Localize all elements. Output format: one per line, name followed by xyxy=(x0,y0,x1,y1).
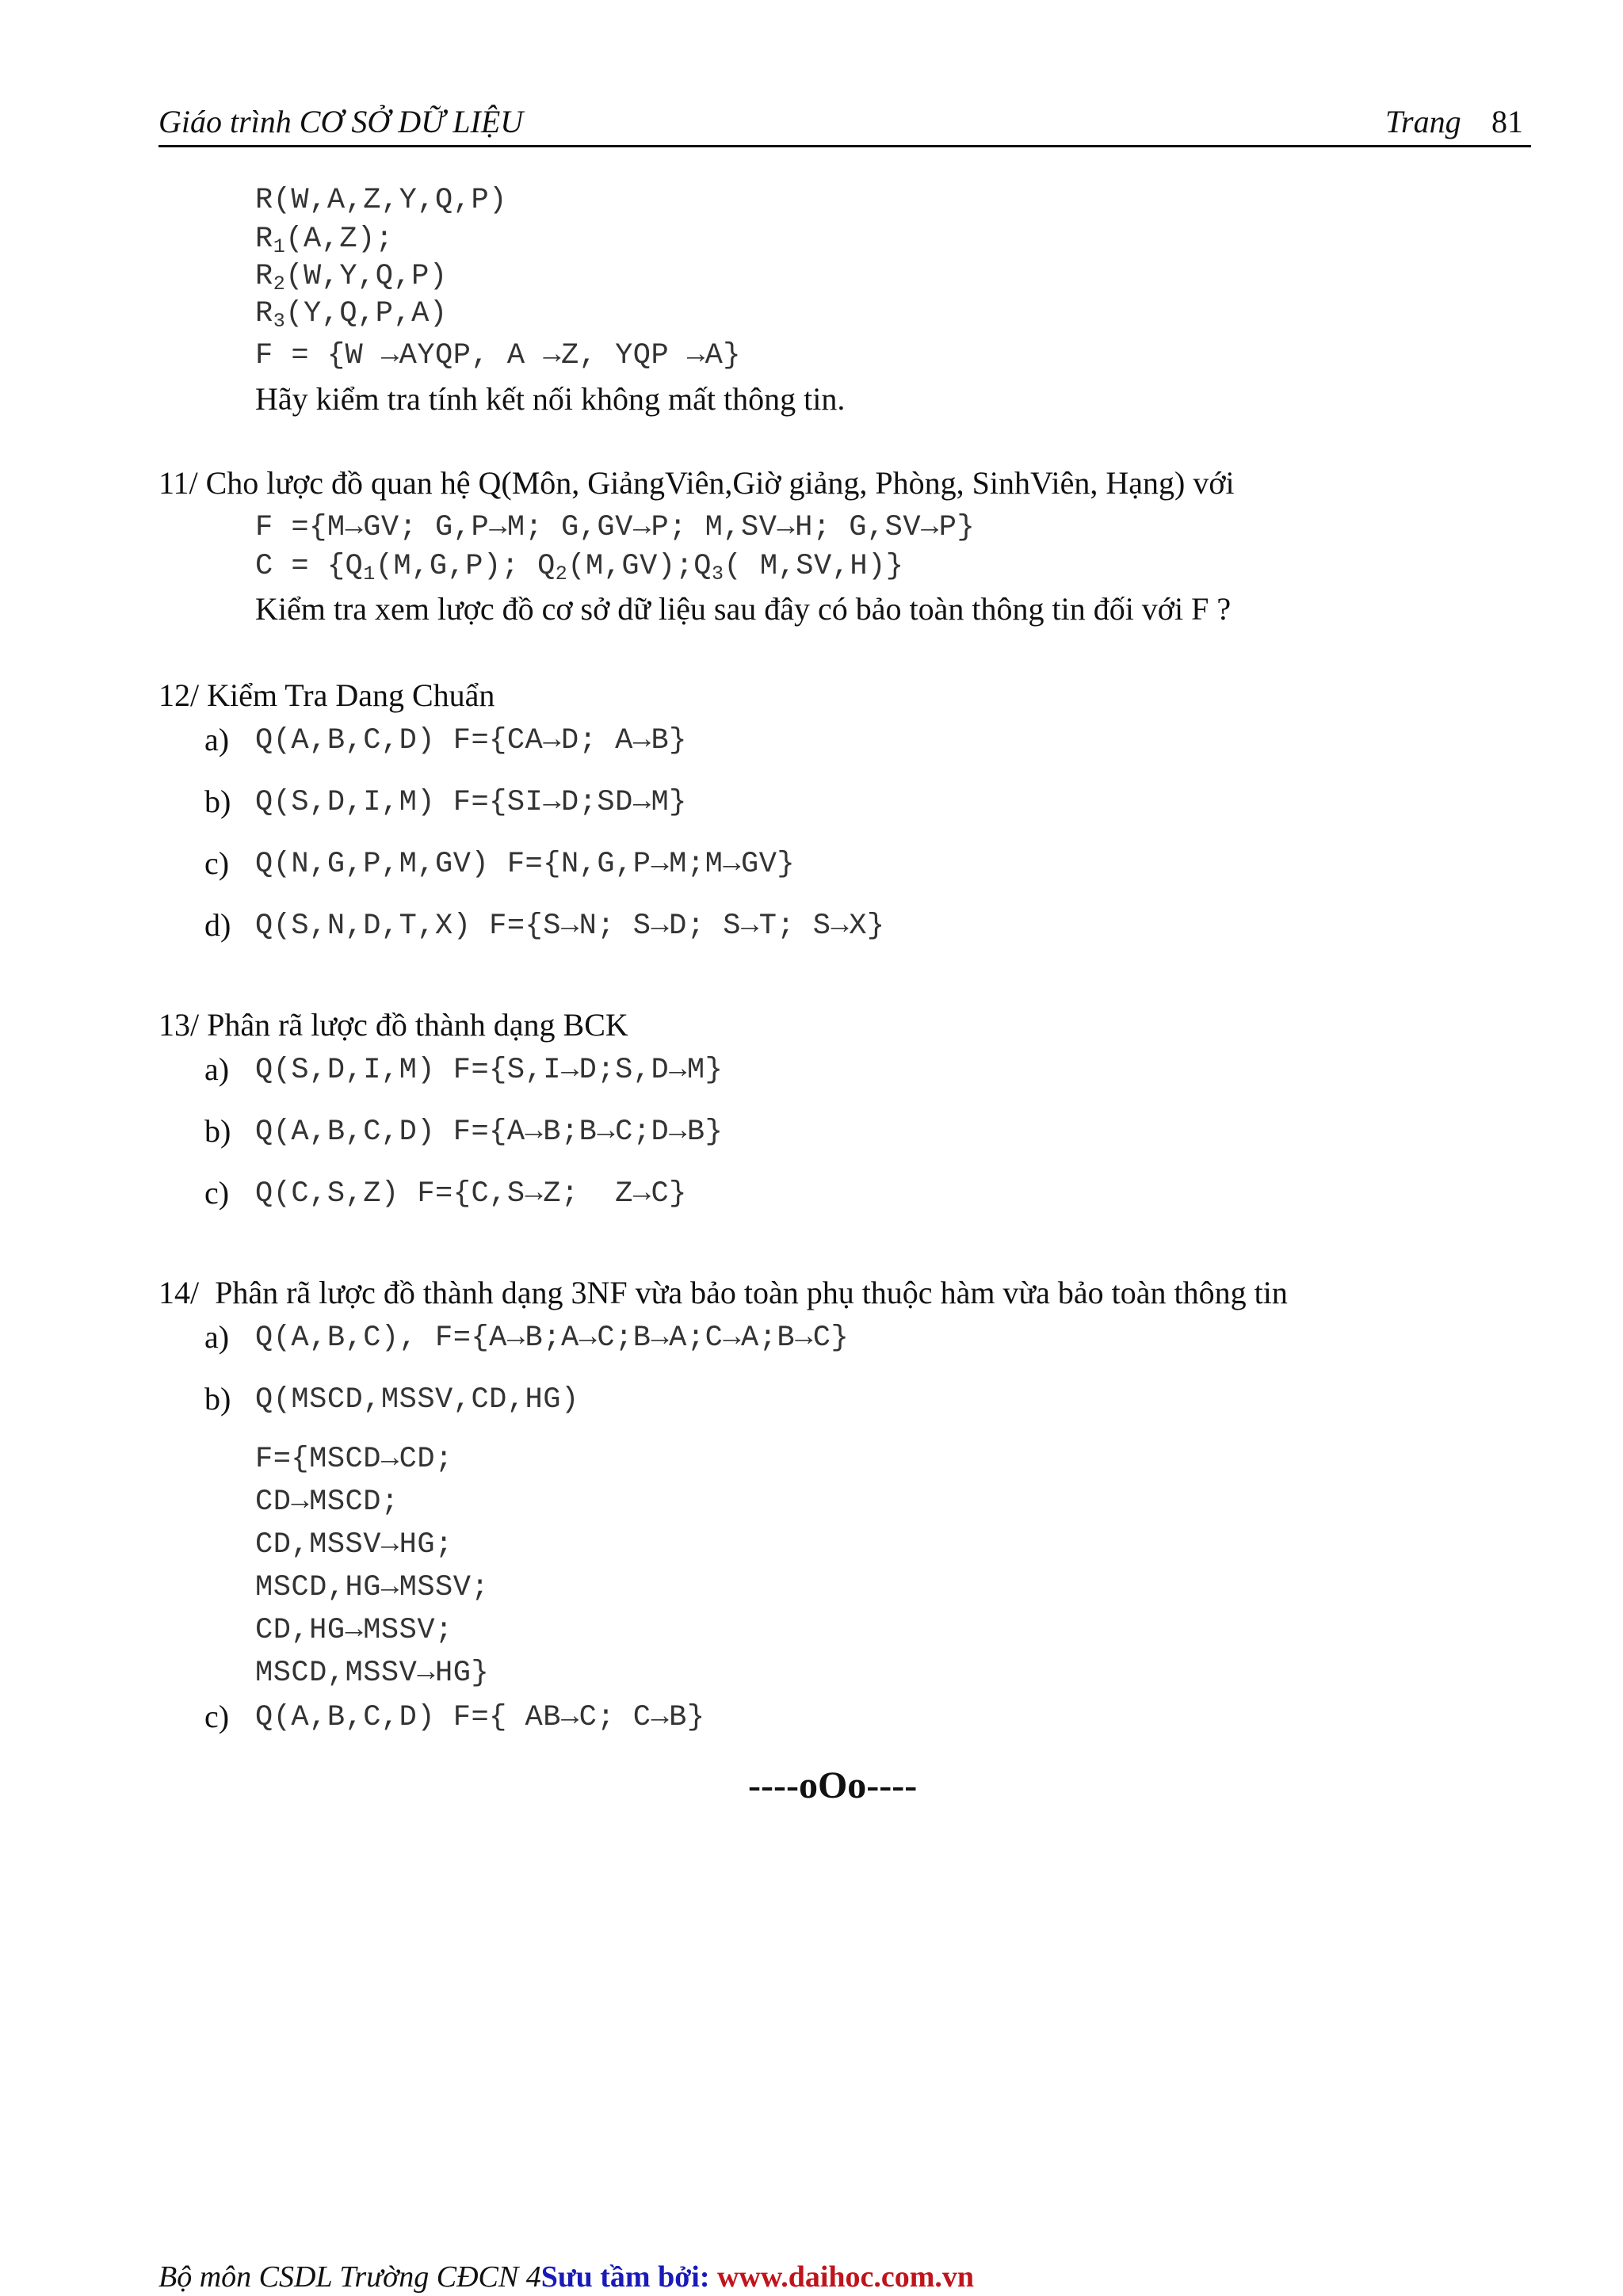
footer-url-link[interactable]: www.daihoc.com.vn xyxy=(716,2260,975,2294)
q13-item-b: Q(A,B,C,D) F={A→B;B→C;D→B} xyxy=(255,1116,724,1149)
q14-dep-line: CD,MSSV→HG; xyxy=(255,1528,453,1562)
q11-instruction: Kiểm tra xem lược đồ cơ sở dữ liệu sau đây có bảo toàn thông tin đối với F ? xyxy=(255,591,1232,627)
q13-item-label: a) xyxy=(204,1051,230,1087)
q12-item-a: Q(A,B,C,D) F={CA→D; A→B} xyxy=(255,724,687,757)
q11-schema-c: $C = \{Q_1(M,G,P)$; $Q_2(M,GV);Q_3$( M,SV,H)} xyxy=(255,550,904,585)
q14-dep-line: CD→MSCD; xyxy=(255,1486,399,1519)
q12-heading: 12/ Kiểm Tra Dang Chuẩn xyxy=(158,677,495,713)
q14-dep-line: CD,HG→MSSV; xyxy=(255,1614,453,1647)
header-page-number: 81 xyxy=(1491,104,1523,139)
q14-item-a: Q(A,B,C), F={A→B;A→C;B→A;C→A;B→C} xyxy=(255,1322,850,1355)
q13-item-label: b) xyxy=(204,1113,231,1149)
q13-heading: 13/ Phân rã lược đồ thành dạng BCK xyxy=(158,1007,628,1043)
q14-heading: 14/ Phân rã lược đồ thành dạng 3NF vừa bảo toàn phụ thuộc hàm vừa bảo toàn thông tin xyxy=(158,1275,1288,1310)
q13-item-c: Q(C,S,Z) F={C,S→Z; Z→C} xyxy=(255,1177,687,1211)
q12-item-b: Q(S,D,I,M) F={SI→D;SD→M} xyxy=(255,786,687,819)
relation-r3: $R_3(Y,Q,P,A)$ xyxy=(255,297,448,333)
q12-item-label: c) xyxy=(204,845,230,881)
q14-item-label: a) xyxy=(204,1319,230,1355)
relation-r2: $R_2(W,Y,Q,P)$ xyxy=(255,260,448,296)
q12-item-c: Q(N,G,P,M,GV) F={N,G,P→M;M→GV} xyxy=(255,848,796,881)
header-rule xyxy=(158,145,1531,147)
end-mark: ----oOo---- xyxy=(748,1764,918,1806)
q14-item-c: Q(A,B,C,D) F={ AB→C; C→B} xyxy=(255,1701,705,1734)
q11-heading: 11/ Cho lược đồ quan hệ Q(Môn, GiảngViên,Giờ giảng, Phòng, SinhViên, Hạng) với xyxy=(158,465,1235,501)
q12-item-label: b) xyxy=(204,784,231,819)
relation-r: R(W,A,Z,Y,Q,P) xyxy=(255,184,507,217)
q13-item-label: c) xyxy=(204,1175,230,1211)
q14-dep-line: MSCD,MSSV→HG} xyxy=(255,1657,490,1690)
q14-item-label: c) xyxy=(204,1699,230,1734)
q11-fd-set: F ={M→GV; G,P→M; G,GV→P; M,SV→H; G,SV→P} xyxy=(255,511,976,544)
q14-item-b: Q(MSCD,MSSV,CD,HG) xyxy=(255,1383,579,1417)
q13-item-a: Q(S,D,I,M) F={S,I→D;S,D→M} xyxy=(255,1054,724,1087)
fd-set-f: F = {W →AYQP, A →Z, YQP →A} xyxy=(255,339,741,372)
instruction-lossless: Hãy kiểm tra tính kết nối không mất thông tin. xyxy=(255,381,846,417)
q12-item-label: a) xyxy=(204,722,230,757)
relation-r1: $R_1(A,Z)$; xyxy=(255,223,394,258)
footer xyxy=(158,2260,974,2294)
footer-source-label: Sưu tầm bởi: xyxy=(540,2260,717,2294)
footer-department: Bộ môn CSDL Trường CĐCN 4 xyxy=(158,2260,541,2294)
header-page-label: Trang xyxy=(1385,104,1461,139)
q12-item-label: d) xyxy=(204,907,231,943)
header-title: Giáo trình CƠ SỞ DỮ LIỆU xyxy=(158,104,524,139)
q14-item-label: b) xyxy=(204,1381,231,1417)
q14-dep-line: F={MSCD→CD; xyxy=(255,1443,453,1476)
q14-dep-line: MSCD,HG→MSSV; xyxy=(255,1571,490,1604)
q12-item-d: Q(S,N,D,T,X) F={S→N; S→D; S→T; S→X} xyxy=(255,910,885,943)
